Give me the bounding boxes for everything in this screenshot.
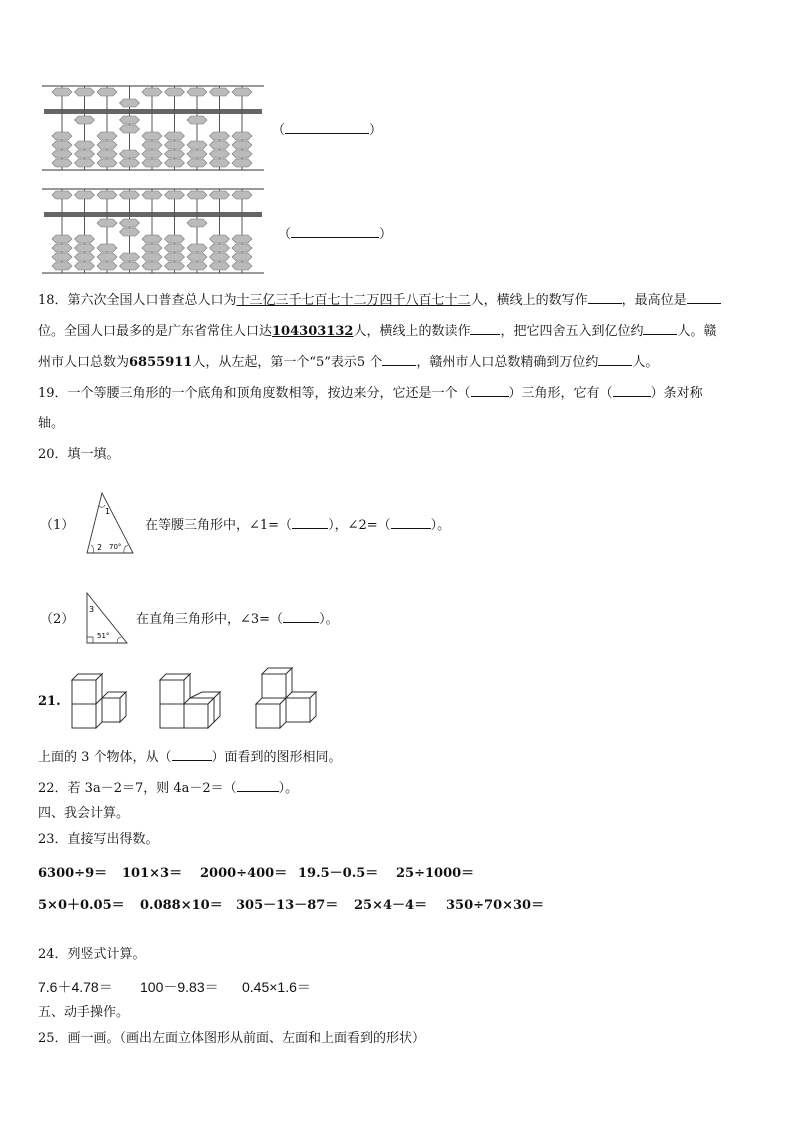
- abacus-bead: [210, 88, 230, 96]
- q18-blank-3[interactable]: [470, 322, 500, 335]
- abacus-bead: [232, 132, 252, 140]
- abacus-1-blank[interactable]: [285, 121, 369, 134]
- abacus-bead: [120, 159, 140, 167]
- cube-2d-side: [214, 692, 220, 722]
- q20-blank-angle1[interactable]: [292, 516, 328, 529]
- abacus-bead: [232, 191, 252, 199]
- q24-title: 24．列竖式计算。: [38, 947, 146, 962]
- q21-text-part: ）面看到的图形相同。: [211, 750, 342, 765]
- q21-number: 21.: [38, 694, 61, 709]
- q21-text: [38, 748, 756, 767]
- abacus-bead: [232, 244, 252, 252]
- abacus-bead: [142, 191, 162, 199]
- abacus-bead: [187, 253, 207, 261]
- q20-title-text: 20．填一填。: [38, 447, 120, 462]
- abacus-1-close-paren: ）: [369, 123, 383, 138]
- angle-arc-2: [91, 545, 94, 553]
- abacus-bead: [97, 262, 117, 270]
- abacus-bead: [52, 244, 72, 252]
- abacus-bead: [210, 132, 230, 140]
- angle-arc-51: [117, 637, 121, 643]
- q18-text: 18．第六次全国人口普查总人口为: [38, 293, 237, 308]
- cube-2a-front: [160, 704, 184, 728]
- figure-2-cubes: [160, 674, 220, 728]
- abacus-bead: [75, 88, 95, 96]
- triangle-label-1: 1: [105, 507, 111, 516]
- q23-item: 25÷1000＝: [396, 866, 475, 881]
- q18-text: 州市人口总数为: [38, 355, 130, 370]
- abacus-bead: [75, 150, 95, 158]
- q23-item: 25×4－4＝: [354, 898, 428, 913]
- abacus-bead: [142, 132, 162, 140]
- angle-arc-70: [124, 545, 128, 553]
- q19-text: ）条对称: [650, 386, 703, 401]
- q18-underlined-number: 十三亿三千七百七十二万四千八百七十二: [236, 293, 471, 308]
- abacus-bead: [120, 228, 140, 236]
- abacus-bead: [165, 235, 185, 243]
- q21-text-part: 上面的 3 个物体，从（: [38, 750, 172, 765]
- q22-blank[interactable]: [237, 779, 279, 792]
- q19-text: ）三角形，它有（: [508, 386, 613, 401]
- q19-text: 19．一个等腰三角形的一个底角和顶角度数相等，按边来分，它还是一个（: [38, 386, 471, 401]
- abacus-bead: [52, 262, 72, 270]
- q19-text: 轴。: [38, 416, 65, 431]
- cube-3a-side: [280, 698, 286, 728]
- abacus-bead: [75, 253, 95, 261]
- abacus-bead: [165, 191, 185, 199]
- abacus-bead: [142, 253, 162, 261]
- right-triangle-drawing: [84, 590, 130, 646]
- q19-blank-1[interactable]: [471, 384, 509, 397]
- abacus-bead: [120, 99, 140, 107]
- abacus-bead: [75, 141, 95, 149]
- abacus-bead: [210, 150, 230, 158]
- cube-1c-front: [102, 698, 120, 722]
- q20-p2-label: （2）: [40, 612, 75, 627]
- triangle-label-2: 2: [97, 543, 103, 552]
- abacus-bead: [142, 88, 162, 96]
- abacus-bead: [165, 262, 185, 270]
- abacus-bead: [52, 150, 72, 158]
- abacus-bead: [232, 150, 252, 158]
- q25-title: 25．画一画。（画出左面立体图形从前面、左面和上面看到的形状）: [38, 1031, 426, 1046]
- abacus-bead: [97, 132, 117, 140]
- abacus-bead: [187, 244, 207, 252]
- abacus-2-answer: [278, 223, 392, 242]
- cube-3a-front: [256, 704, 280, 728]
- q20-p2-text-part: ）。: [319, 612, 339, 627]
- abacus-2-blank[interactable]: [291, 225, 379, 238]
- isosceles-triangle-drawing: [84, 490, 136, 556]
- q18-text: ，把它四舍五入到亿位约: [500, 324, 644, 339]
- abacus-beam: [44, 109, 262, 114]
- abacus-bead: [210, 159, 230, 167]
- q19-line1: [38, 384, 756, 403]
- abacus-bead: [210, 253, 230, 261]
- abacus-bead: [52, 141, 72, 149]
- abacus-bead: [142, 141, 162, 149]
- abacus-bead: [232, 159, 252, 167]
- abacus-bead: [187, 191, 207, 199]
- q23-item: 101×3＝: [122, 866, 183, 881]
- abacus-bead: [232, 262, 252, 270]
- cube-figures-drawing: [66, 664, 336, 736]
- q18-line3: [38, 353, 756, 372]
- q18-text: ，最高位是: [621, 293, 687, 308]
- abacus-1: [42, 84, 264, 172]
- q23-item: 350÷70×30＝: [446, 898, 545, 913]
- q20-blank-angle3[interactable]: [283, 610, 319, 623]
- q20-p1-text-part: 在等腰三角形中，∠1=（: [145, 518, 293, 533]
- q20-p1-label: （1）: [40, 518, 75, 533]
- abacus-bead: [142, 159, 162, 167]
- abacus-bead: [165, 150, 185, 158]
- abacus-bead: [165, 132, 185, 140]
- right-angle-mark: [87, 637, 93, 643]
- q18-blank-1[interactable]: [588, 291, 622, 304]
- abacus-bead: [97, 159, 117, 167]
- section-5-heading: 五、动手操作。: [38, 1005, 130, 1020]
- q22-text-part: ）。: [278, 781, 299, 796]
- abacus-bead: [187, 141, 207, 149]
- q18-text: 人，从左起，第一个“5”表示5 个: [192, 355, 383, 370]
- cube-3b-front: [262, 674, 286, 698]
- abacus-bead: [52, 253, 72, 261]
- cube-figures: [66, 664, 336, 740]
- abacus-bead: [75, 191, 95, 199]
- abacus-bead: [232, 253, 252, 261]
- cube-2c-side: [208, 698, 214, 728]
- abacus-bead: [210, 235, 230, 243]
- abacus-bead: [165, 159, 185, 167]
- q18-text: 人，横线上的数读作: [353, 324, 471, 339]
- abacus-bead: [142, 235, 162, 243]
- abacus-bead: [187, 88, 207, 96]
- abacus-beam: [44, 212, 262, 217]
- right-triangle: [84, 590, 130, 650]
- abacus-1-drawing: [42, 84, 264, 172]
- isosceles-triangle: [84, 490, 136, 560]
- abacus-bead: [120, 150, 140, 158]
- figure-1-cubes: [72, 674, 126, 728]
- abacus-bead: [120, 125, 140, 133]
- q18-text: 人。: [632, 355, 659, 370]
- q20-title: [38, 446, 756, 464]
- abacus-bead: [120, 116, 140, 124]
- cube-2b-front: [160, 680, 184, 704]
- abacus-bead: [52, 191, 72, 199]
- q20-p1-text-part: ），∠2=（: [328, 518, 391, 533]
- abacus-bead: [75, 244, 95, 252]
- q23-title: 23．直接写出得数。: [38, 832, 159, 847]
- q24-item: 7.6＋4.78＝: [38, 979, 113, 995]
- abacus-1-open-paren: （: [272, 123, 286, 138]
- q18-line2: [38, 322, 756, 341]
- q18-blank-4[interactable]: [643, 322, 677, 335]
- cube-3c-front: [286, 698, 310, 722]
- q23-item: 2000÷400＝: [200, 866, 288, 881]
- q24-item: 100－9.83＝: [140, 979, 219, 995]
- abacus-bead: [97, 141, 117, 149]
- abacus-bead: [75, 159, 95, 167]
- q18-text: ，赣州市人口总数精确到万位约: [416, 355, 599, 370]
- abacus-2: [42, 187, 264, 275]
- abacus-bead: [165, 244, 185, 252]
- q20-p2-text: [136, 608, 339, 627]
- abacus-bead: [232, 88, 252, 96]
- cube-1b-front: [72, 680, 96, 704]
- abacus-bead: [165, 141, 185, 149]
- cube-3c-side: [310, 692, 316, 722]
- q18-blank-2[interactable]: [687, 291, 721, 304]
- q19-line2: [38, 415, 756, 433]
- abacus-bead: [52, 132, 72, 140]
- abacus-bead: [52, 88, 72, 96]
- abacus-bead: [75, 262, 95, 270]
- q23-item: 305－13－87＝: [236, 898, 339, 913]
- cube-2c-front: [184, 704, 208, 728]
- abacus-bead: [187, 159, 207, 167]
- abacus-bead: [232, 235, 252, 243]
- q23-item: 5×0＋0.05＝: [38, 898, 125, 913]
- q18-number: 6855911: [129, 355, 193, 370]
- abacus-bead: [120, 219, 140, 227]
- abacus-bead: [142, 150, 162, 158]
- abacus-bead: [97, 88, 117, 96]
- abacus-bead: [120, 262, 140, 270]
- abacus-bead: [210, 191, 230, 199]
- q19-blank-2[interactable]: [613, 384, 651, 397]
- abacus-bead: [52, 159, 72, 167]
- abacus-bead: [97, 253, 117, 261]
- abacus-bead: [75, 116, 95, 124]
- triangle-angle-70: 70°: [109, 543, 122, 551]
- abacus-bead: [210, 141, 230, 149]
- q18-blank-6[interactable]: [598, 353, 632, 366]
- abacus-bead: [97, 244, 117, 252]
- q20-p1-text: [145, 514, 450, 533]
- q18-text: 人，横线上的数写作: [470, 293, 588, 308]
- q23-item: 19.5－0.5＝: [298, 866, 379, 881]
- triangle-angle-51: 51°: [97, 632, 110, 640]
- q18-text: 位。全国人口最多的是广东省常住人口达: [38, 324, 273, 339]
- q23-item: 6300÷9＝: [38, 866, 108, 881]
- abacus-bead: [165, 88, 185, 96]
- abacus-2-close-paren: ）: [379, 227, 393, 242]
- q18-line1: [38, 291, 756, 310]
- abacus-2-drawing: [42, 187, 264, 275]
- cube-1a-side: [96, 698, 102, 728]
- abacus-1-answer: [272, 119, 382, 138]
- q23-item: 0.088×10＝: [140, 898, 223, 913]
- figure-3-cubes: [256, 668, 316, 728]
- q18-text: 人。赣: [677, 324, 717, 339]
- q21-blank[interactable]: [172, 748, 212, 761]
- q20-blank-angle2[interactable]: [391, 516, 431, 529]
- abacus-bead: [120, 191, 140, 199]
- abacus-bead: [187, 150, 207, 158]
- abacus-bead: [165, 253, 185, 261]
- triangle-label-3: 3: [89, 605, 95, 614]
- abacus-bead: [97, 219, 117, 227]
- abacus-bead: [232, 141, 252, 149]
- abacus-bead: [210, 262, 230, 270]
- section-4-heading: 四、我会计算。: [38, 806, 130, 821]
- q22-text-part: 22．若 3a－2＝7，则 4a－2＝（: [38, 781, 237, 796]
- cube-1c-side: [120, 692, 126, 722]
- abacus-bead: [142, 262, 162, 270]
- abacus-bead: [187, 219, 207, 227]
- abacus-bead: [187, 262, 207, 270]
- abacus-bead: [142, 244, 162, 252]
- abacus-bead: [210, 244, 230, 252]
- q20-p1-text-part: ）。: [430, 518, 451, 533]
- q22-text: [38, 779, 756, 798]
- q24-item: 0.45×1.6＝: [242, 979, 311, 995]
- abacus-bead: [75, 235, 95, 243]
- abacus-bead: [97, 150, 117, 158]
- cube-1a-front: [72, 704, 96, 728]
- abacus-bead: [120, 253, 140, 261]
- abacus-bead: [52, 235, 72, 243]
- q20-p2-text-part: 在直角三角形中，∠3=（: [136, 612, 284, 627]
- abacus-bead: [187, 116, 207, 124]
- q18-blank-5[interactable]: [382, 353, 416, 366]
- q18-number: 104303132: [272, 324, 354, 339]
- abacus-bead: [97, 191, 117, 199]
- abacus-2-open-paren: （: [278, 227, 292, 242]
